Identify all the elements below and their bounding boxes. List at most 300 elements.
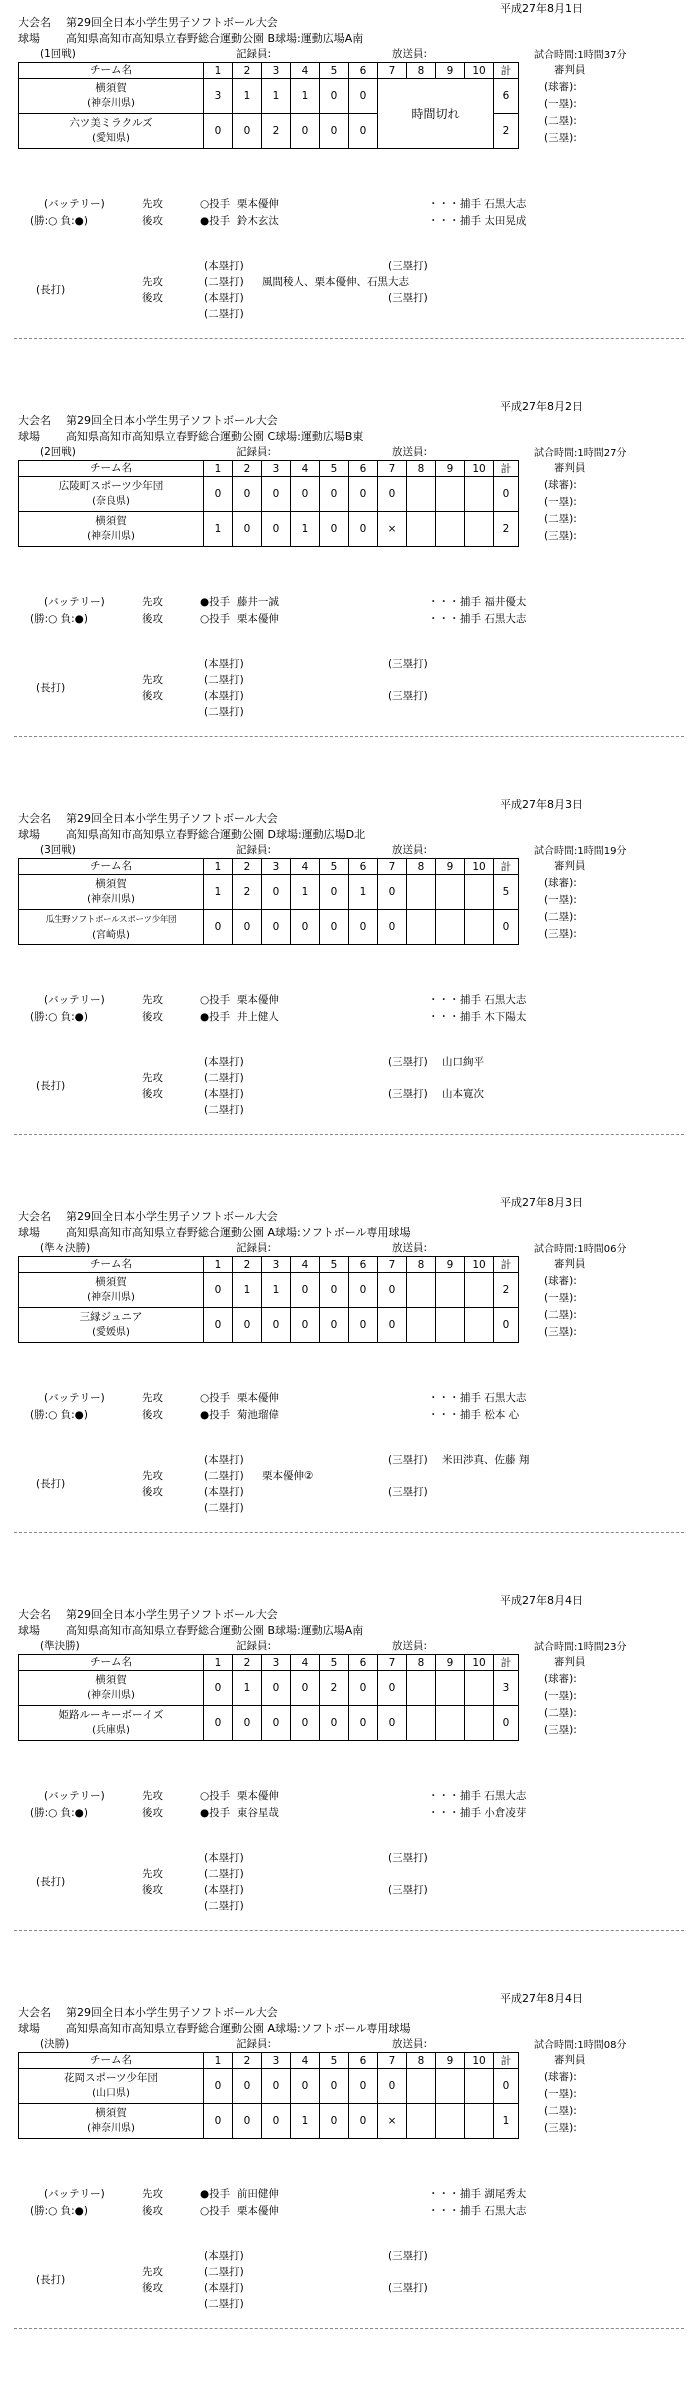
inning-score: 0	[320, 1273, 349, 1308]
first-attack-label: 先攻	[142, 1392, 163, 1404]
inning-header: 7	[378, 63, 407, 79]
catcher-name: 石黒大志	[484, 198, 527, 210]
inning-score: 0	[291, 1706, 320, 1741]
long-hit-label: (長打)	[36, 1876, 66, 1888]
pitcher-label: 投手	[209, 1790, 231, 1802]
second-attack-label: 後攻	[142, 690, 163, 702]
inning-score	[465, 1308, 494, 1343]
team-row	[19, 79, 519, 114]
inning-header: 5	[320, 1655, 349, 1671]
first-pitcher	[200, 196, 279, 211]
second-catcher	[460, 1805, 526, 1820]
umpire-role: (一塁):	[544, 2088, 577, 2100]
second-attack-label: 後攻	[142, 613, 163, 625]
umpire-list	[544, 1654, 586, 1739]
game-date: 平成27年8月2日	[500, 400, 583, 413]
inning-score: 0	[262, 2104, 291, 2139]
second-pitcher	[200, 611, 279, 626]
score-header-row	[19, 63, 519, 79]
inning-score	[407, 2069, 436, 2104]
result-mark: ○	[200, 198, 210, 210]
triple-label: (三塁打)	[388, 1852, 428, 1864]
team-header: チーム名	[19, 461, 204, 477]
inning-score	[465, 910, 494, 945]
pitcher-name: 栗本優伸	[236, 198, 279, 210]
score-table	[18, 1654, 519, 1741]
inning-score	[436, 2069, 465, 2104]
inning-header: 1	[204, 1257, 233, 1273]
pitcher-label: 投手	[209, 1392, 231, 1404]
first-pitcher	[200, 992, 279, 1007]
inning-score: ×	[378, 512, 407, 547]
inning-score: 0	[233, 477, 262, 512]
long-hit-label: (長打)	[36, 1080, 66, 1092]
catcher-label: 捕手	[460, 1409, 481, 1421]
team-name: 広陵町スポーツ少年団	[58, 480, 164, 492]
inning-header: 6	[349, 859, 378, 875]
inning-header: 3	[262, 63, 291, 79]
catcher-label: 捕手	[460, 596, 481, 608]
total-score: 3	[494, 1671, 519, 1706]
umpire-role: (球審):	[544, 1275, 577, 1287]
inning-score: 1	[233, 1273, 262, 1308]
inning-header: 5	[320, 1257, 349, 1273]
pitcher-name: 菊池瑠偉	[236, 1409, 279, 1421]
pitcher-name: 東谷星哉	[236, 1807, 279, 1819]
umpire-role: (二塁):	[544, 1707, 577, 1719]
total-score: 0	[494, 1308, 519, 1343]
game-time: 試合時間:1時間06分	[534, 1244, 627, 1255]
homerun-label: (本塁打)	[204, 2282, 244, 2294]
dots: ・・・	[428, 198, 460, 210]
first-doubles: 栗本優伸②	[262, 1470, 314, 1482]
total-header: 計	[494, 1655, 519, 1671]
tournament-line	[18, 2004, 278, 2020]
umpire-role: (一塁):	[544, 1292, 577, 1304]
total-header: 計	[494, 859, 519, 875]
inning-header: 3	[262, 859, 291, 875]
triple-label: (三塁打)	[388, 1884, 428, 1896]
inning-score	[436, 2104, 465, 2139]
umpire-role: (三塁):	[544, 132, 577, 144]
pitcher-label: 投手	[209, 1807, 231, 1819]
separator-line	[14, 338, 684, 339]
first-catcher	[460, 992, 526, 1007]
round-name: (準々決勝)	[40, 1242, 91, 1254]
recorder-label: 記録員:	[236, 1242, 272, 1254]
inning-score	[465, 477, 494, 512]
inning-score: 0	[204, 477, 233, 512]
first-attack-label: 先攻	[142, 596, 163, 608]
venue-label: 球場	[18, 1226, 40, 1239]
inning-score: 0	[204, 1273, 233, 1308]
catcher-name: 石黒大志	[484, 613, 527, 625]
result-mark: ○	[200, 1392, 210, 1404]
venue-name: 高知県高知市高知県立春野総合運動公園 B球場:運動広場A南	[66, 32, 364, 45]
tournament-label: 大会名	[18, 1210, 51, 1223]
inning-header: 6	[349, 1257, 378, 1273]
result-mark: ●	[200, 1011, 210, 1023]
team-row	[19, 2104, 519, 2139]
double-label: (二塁打)	[204, 1072, 244, 1084]
homerun-label: (本塁打)	[204, 2250, 244, 2262]
umpire-role: (一塁):	[544, 496, 577, 508]
inning-score: 0	[262, 512, 291, 547]
venue-label: 球場	[18, 430, 40, 443]
tournament-label: 大会名	[18, 414, 51, 427]
inning-score	[407, 1706, 436, 1741]
inning-score: 0	[320, 477, 349, 512]
first-attack-label: 先攻	[142, 674, 163, 686]
team-row	[19, 1308, 519, 1343]
team-name: 花岡スポーツ少年団	[63, 2072, 159, 2084]
team-name: 横須賀	[95, 2107, 127, 2119]
double-label: (二塁打)	[204, 2266, 244, 2278]
inning-score: 0	[262, 875, 291, 910]
inning-header: 8	[407, 461, 436, 477]
inning-score: 2	[320, 1671, 349, 1706]
second-catcher	[460, 1009, 526, 1024]
homerun-label: (本塁打)	[204, 292, 244, 304]
first-catcher	[460, 2186, 526, 2201]
team-header: チーム名	[19, 2053, 204, 2069]
homerun-label: (本塁打)	[204, 260, 244, 272]
inning-score	[465, 2069, 494, 2104]
first-catcher	[460, 1390, 526, 1405]
inning-header: 2	[233, 859, 262, 875]
tournament-name: 第29回全日本小学生男子ソフトボール大会	[66, 414, 278, 427]
total-header: 計	[494, 2053, 519, 2069]
triple-label: (三塁打)	[388, 1056, 428, 1068]
inning-score: 0	[378, 910, 407, 945]
inning-header: 6	[349, 2053, 378, 2069]
second-catcher	[460, 611, 526, 626]
umpire-role: (球審):	[544, 877, 577, 889]
total-header: 計	[494, 461, 519, 477]
game-time: 試合時間:1時間37分	[534, 50, 627, 61]
recorder-label: 記録員:	[236, 48, 272, 60]
catcher-name: 湖尾秀太	[484, 2188, 527, 2200]
second-pitcher	[200, 213, 279, 228]
first-attack-label: 先攻	[142, 2266, 163, 2278]
tournament-label: 大会名	[18, 812, 51, 825]
broadcaster-label: 放送員:	[392, 2038, 428, 2050]
inning-score: 0	[320, 910, 349, 945]
pitcher-name: 藤井一誠	[236, 596, 279, 608]
inning-score: 0	[320, 114, 349, 149]
inning-score: 0	[349, 1671, 378, 1706]
inning-score: 0	[349, 910, 378, 945]
inning-header: 2	[233, 461, 262, 477]
pitcher-label: 投手	[209, 1011, 231, 1023]
umpire-role: (二塁):	[544, 513, 577, 525]
inning-score: 1	[291, 875, 320, 910]
inning-header: 4	[291, 1257, 320, 1273]
pitcher-label: 投手	[209, 215, 231, 227]
inning-header: 10	[465, 2053, 494, 2069]
venue-line	[18, 2020, 411, 2036]
tournament-name: 第29回全日本小学生男子ソフトボール大会	[66, 1210, 278, 1223]
inning-score	[465, 1671, 494, 1706]
total-score: 6	[494, 79, 519, 114]
win-lose-label: (勝:○ 負:●)	[30, 215, 88, 227]
win-lose-label: (勝:○ 負:●)	[30, 1011, 88, 1023]
inning-header: 8	[407, 1655, 436, 1671]
team-name: 三縁ジュニア	[79, 1311, 143, 1323]
total-score: 2	[494, 1273, 519, 1308]
inning-score: 0	[204, 2069, 233, 2104]
result-mark: ●	[200, 1807, 210, 1819]
battery-label: (バッテリー)	[44, 994, 105, 1006]
pitcher-name: 栗本優伸	[236, 1392, 279, 1404]
venue-name: 高知県高知市高知県立春野総合運動公園 A球場:ソフトボール専用球場	[66, 2022, 411, 2035]
dots: ・・・	[428, 596, 460, 608]
inning-score: 0	[291, 1308, 320, 1343]
first-catcher	[460, 594, 526, 609]
inning-score: 0	[378, 2069, 407, 2104]
tournament-line	[18, 14, 278, 30]
inning-score: 0	[378, 1671, 407, 1706]
venue-label: 球場	[18, 828, 40, 841]
inning-header: 10	[465, 1655, 494, 1671]
pitcher-name: 栗本優伸	[236, 613, 279, 625]
win-lose-label: (勝:○ 負:●)	[30, 1409, 88, 1421]
inning-score: 0	[204, 1671, 233, 1706]
recorder-label: 記録員:	[236, 2038, 272, 2050]
second-pitcher	[200, 1407, 279, 1422]
pitcher-label: 投手	[209, 994, 231, 1006]
team-name: 横須賀	[95, 1674, 127, 1686]
inning-header: 9	[436, 63, 465, 79]
separator-line	[14, 1134, 684, 1135]
team-prefecture: (神奈川県)	[87, 531, 135, 542]
battery-label: (バッテリー)	[44, 1392, 105, 1404]
long-hit-label: (長打)	[36, 1478, 66, 1490]
inning-header: 9	[436, 1655, 465, 1671]
inning-header: 5	[320, 859, 349, 875]
game-block-6	[0, 1990, 694, 2330]
recorder-label: 記録員:	[236, 1640, 272, 1652]
team-prefecture: (神奈川県)	[87, 98, 135, 109]
inning-score: 0	[204, 1308, 233, 1343]
inning-header: 6	[349, 63, 378, 79]
catcher-name: 石黒大志	[484, 994, 527, 1006]
first-attack-label: 先攻	[142, 994, 163, 1006]
score-header-row	[19, 461, 519, 477]
inning-header: 4	[291, 1655, 320, 1671]
inning-score: 0	[233, 910, 262, 945]
first-attack-label: 先攻	[142, 1868, 163, 1880]
first-attack-label: 先攻	[142, 198, 163, 210]
homerun-label: (本塁打)	[204, 1884, 244, 1896]
second-pitcher	[200, 1009, 279, 1024]
round-name: (決勝)	[40, 2038, 70, 2050]
umpire-role: (二塁):	[544, 2105, 577, 2117]
umpire-role: (一塁):	[544, 1690, 577, 1702]
inning-score: 0	[204, 910, 233, 945]
team-name-cell	[19, 2069, 204, 2104]
team-prefecture: (愛媛県)	[92, 1327, 130, 1338]
inning-score: 0	[262, 1308, 291, 1343]
venue-line	[18, 30, 363, 46]
umpire-role: (二塁):	[544, 115, 577, 127]
double-label: (二塁打)	[204, 276, 244, 288]
inning-score	[407, 1671, 436, 1706]
inning-score	[465, 1706, 494, 1741]
double-label: (二塁打)	[204, 674, 244, 686]
inning-score: 1	[204, 875, 233, 910]
first-catcher	[460, 196, 526, 211]
score-table	[18, 2052, 519, 2139]
battery-label: (バッテリー)	[44, 596, 105, 608]
homerun-label: (本塁打)	[204, 690, 244, 702]
first-attack-label: 先攻	[142, 276, 163, 288]
umpire-list	[544, 62, 586, 147]
inning-score: 0	[262, 477, 291, 512]
inning-score: 0	[320, 512, 349, 547]
venue-line	[18, 826, 365, 842]
catcher-name: 松本 心	[484, 1409, 520, 1421]
team-prefecture: (神奈川県)	[87, 2123, 135, 2134]
umpire-role: (一塁):	[544, 98, 577, 110]
umpire-list	[544, 1256, 586, 1341]
first-pitcher	[200, 1788, 279, 1803]
team-name-cell	[19, 875, 204, 910]
game-date: 平成27年8月4日	[500, 1594, 583, 1607]
inning-score	[436, 1671, 465, 1706]
inning-header: 3	[262, 461, 291, 477]
second-pitcher	[200, 1805, 279, 1820]
inning-header: 6	[349, 461, 378, 477]
game-block-1	[0, 0, 694, 340]
long-hit-label: (長打)	[36, 682, 66, 694]
inning-score: 1	[233, 79, 262, 114]
total-score: 0	[494, 477, 519, 512]
umpire-role: (一塁):	[544, 894, 577, 906]
second-attack-label: 後攻	[142, 1486, 163, 1498]
first-pitcher	[200, 1390, 279, 1405]
venue-name: 高知県高知市高知県立春野総合運動公園 D球場:運動広場D北	[66, 828, 366, 841]
catcher-name: 石黒大志	[484, 1790, 527, 1802]
pitcher-name: 栗本優伸	[236, 1790, 279, 1802]
second-attack-label: 後攻	[142, 2282, 163, 2294]
inning-header: 7	[378, 859, 407, 875]
dots: ・・・	[428, 215, 460, 227]
pitcher-name: 井上健人	[236, 1011, 279, 1023]
first-catcher	[460, 1788, 526, 1803]
umpire-header: 審判員	[554, 1258, 586, 1270]
catcher-label: 捕手	[460, 1807, 481, 1819]
team-name: 瓜生野ソフトボールスポーツ少年団	[45, 914, 177, 925]
team-name: 六ツ美ミラクルズ	[69, 117, 153, 129]
catcher-label: 捕手	[460, 1011, 481, 1023]
inning-score: 0	[233, 2104, 262, 2139]
homerun-label: (本塁打)	[204, 1852, 244, 1864]
round-name: (1回戦)	[40, 48, 76, 60]
inning-score: 1	[291, 512, 320, 547]
tournament-name: 第29回全日本小学生男子ソフトボール大会	[66, 16, 278, 29]
inning-header: 10	[465, 1257, 494, 1273]
pitcher-name: 栗本優伸	[236, 994, 279, 1006]
second-catcher	[460, 2203, 526, 2218]
catcher-name: 石黒大志	[484, 1392, 527, 1404]
broadcaster-label: 放送員:	[392, 48, 428, 60]
dots: ・・・	[428, 1807, 460, 1819]
game-block-2	[0, 398, 694, 738]
umpire-list	[544, 460, 586, 545]
game-note: 時間切れ	[378, 79, 494, 149]
inning-score: 0	[320, 2104, 349, 2139]
double-label: (二塁打)	[204, 1470, 244, 1482]
second-attack-label: 後攻	[142, 2205, 163, 2217]
inning-score: 2	[233, 875, 262, 910]
total-score: 0	[494, 910, 519, 945]
inning-score	[436, 1308, 465, 1343]
battery-label: (バッテリー)	[44, 2188, 105, 2200]
venue-label: 球場	[18, 32, 40, 45]
result-mark: ○	[200, 2205, 210, 2217]
tournament-label: 大会名	[18, 16, 51, 29]
umpire-header: 審判員	[554, 64, 586, 76]
inning-header: 7	[378, 1257, 407, 1273]
inning-score: 1	[233, 1671, 262, 1706]
inning-header: 10	[465, 859, 494, 875]
catcher-name: 福井優太	[484, 596, 527, 608]
inning-score: 2	[262, 114, 291, 149]
dots: ・・・	[428, 1392, 460, 1404]
double-label: (二塁打)	[204, 308, 244, 320]
game-time: 試合時間:1時間19分	[534, 846, 627, 857]
broadcaster-label: 放送員:	[392, 1242, 428, 1254]
catcher-name: 小倉凌芽	[484, 1807, 527, 1819]
game-date: 平成27年8月3日	[500, 1196, 583, 1209]
umpire-role: (三塁):	[544, 2122, 577, 2134]
inning-score: 0	[349, 2069, 378, 2104]
tournament-line	[18, 1208, 278, 1224]
inning-header: 2	[233, 1257, 262, 1273]
inning-header: 2	[233, 63, 262, 79]
triple-label: (三塁打)	[388, 260, 428, 272]
game-date: 平成27年8月4日	[500, 1992, 583, 2005]
triple-label: (三塁打)	[388, 2250, 428, 2262]
tournament-label: 大会名	[18, 1608, 51, 1621]
total-score: 1	[494, 2104, 519, 2139]
catcher-name: 石黒大志	[484, 2205, 527, 2217]
triple-label: (三塁打)	[388, 2282, 428, 2294]
second-attack-label: 後攻	[142, 1011, 163, 1023]
catcher-label: 捕手	[460, 215, 481, 227]
inning-header: 9	[436, 2053, 465, 2069]
inning-header: 4	[291, 2053, 320, 2069]
team-name-cell	[19, 477, 204, 512]
umpire-role: (球審):	[544, 81, 577, 93]
inning-score: 0	[291, 114, 320, 149]
double-label: (二塁打)	[204, 1104, 244, 1116]
venue-line	[18, 428, 363, 444]
team-name: 姫路ルーキーボーイズ	[58, 1709, 164, 1721]
venue-line	[18, 1622, 363, 1638]
inning-score	[465, 1273, 494, 1308]
game-time: 試合時間:1時間08分	[534, 2040, 627, 2051]
team-prefecture: (神奈川県)	[87, 1292, 135, 1303]
team-name-cell	[19, 1273, 204, 1308]
inning-score	[436, 910, 465, 945]
inning-score: 1	[291, 79, 320, 114]
inning-score: 0	[291, 1671, 320, 1706]
pitcher-label: 投手	[209, 1409, 231, 1421]
round-name: (2回戦)	[40, 446, 76, 458]
inning-score: 0	[320, 2069, 349, 2104]
